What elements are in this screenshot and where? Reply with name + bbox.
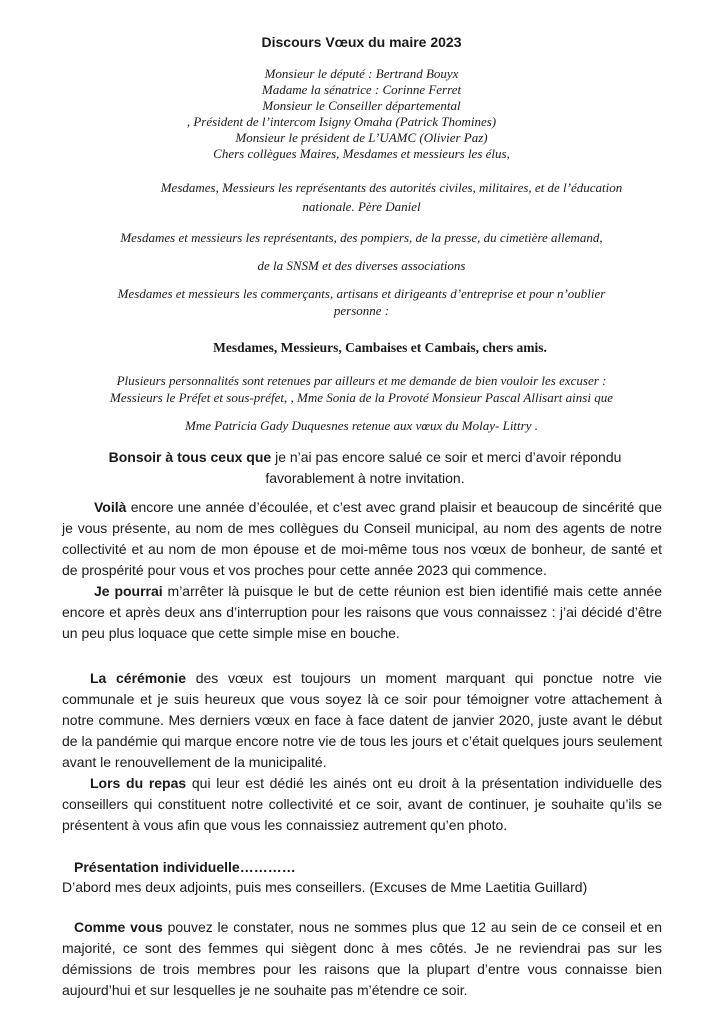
address-line: Chers collègues Maires, Mesdames et messieurs les élus, <box>213 146 510 161</box>
paragraph-lead: Voilà <box>94 499 127 515</box>
address-line: Madame la sénatrice : Corinne Ferret <box>261 82 462 97</box>
excuses-line: Plusieurs personnalités sont retenues par ailleurs et me demande de bien vouloir les excuser : <box>116 373 607 388</box>
address-line: , Président de l’intercom Isigny Omaha (Patrick Thomines) <box>186 114 497 129</box>
address-line: Mesdames, Messieurs les représentants des autorités civiles, militaires, et de l’éducation <box>160 180 623 195</box>
paragraph-bonsoir <box>95 447 635 489</box>
presentation-text: D’abord mes deux adjoints, puis mes conseillers. (Excuses de Mme Laetitia Guillard) <box>62 879 588 895</box>
paragraph-text: des vœux est toujours un moment marquant qui ponctue notre vie communale et je suis heureux que vous soyez là ce soir pour témoigner votre attachement à notre commune. Mes derniers vœux en face à face datent de janvier 2020, juste avant le début de la pandémie qui marque encore notre vie de tous les jours et c’était quelques jours seulement avant le renouvellement de la municipalité. <box>62 670 662 770</box>
paragraph-text: pouvez le constater, nous ne sommes plus que 12 au sein de ce conseil et en majorité, ce sont des femmes qui siègent donc à mes côtés. Je ne reviendrai pas sur les démissions de trois membres pour les raisons que la plupart d’entre vous connaisse bien aujourd’hui et sur lesquelles je ne souhaite pas m’étendre ce soir. <box>62 919 662 998</box>
paragraph-lead: La cérémonie <box>90 670 187 686</box>
paragraph-text: je n’ai pas encore salué ce soir et merci d’avoir répondu favorablement à notre invitation. <box>265 449 622 486</box>
paragraph-text: m’arrêter là puisque le but de cette réunion est bien identifié mais cette année encore et après deux ans d’interruption pour les raisons que vous connaissez : j’ai décidé d’être un peu plus loquace que cette simple mise en bouche. <box>62 583 662 641</box>
greeting: Mesdames, Messieurs, Cambaises et Cambais, chers amis. <box>213 340 547 355</box>
address-line: de la SNSM et des diverses associations <box>257 258 466 273</box>
paragraph-ceremonie <box>62 668 662 773</box>
paragraph-repas <box>62 773 662 836</box>
address-line: nationale. Père Daniel <box>302 199 421 214</box>
paragraph-lead: Je pourrai <box>94 583 163 599</box>
document-title: Discours Vœux du maire 2023 <box>261 34 462 50</box>
paragraph-lead: Lors du repas <box>90 775 187 791</box>
address-line: Monsieur le député : Bertrand Bouyx <box>264 66 459 81</box>
excuses-line: Messieurs le Préfet et sous-préfet, , Mme Sonia de la Provoté Monsieur Pascal Allisart ainsi que <box>110 390 613 405</box>
address-line: Monsieur le Conseiller départemental <box>262 98 461 113</box>
paragraph-lead: Comme vous <box>74 919 163 935</box>
address-line: Mesdames et messieurs les commerçants, artisans et dirigeants d’entreprise et pour n’oublier <box>117 286 606 301</box>
paragraph-je-pourrai <box>62 581 662 644</box>
address-line: personne : <box>333 303 390 318</box>
paragraph-comme-vous <box>62 917 662 1001</box>
paragraph-text: qui leur est dédié les ainés ont eu droit à la présentation individuelle des conseillers qui constituent notre collectivité et ce soir, avant de continuer, je souhaite qu’ils se présentent à vous afin que vous les connaissiez autrement qu’en photo. <box>62 775 662 833</box>
paragraph-voila <box>62 497 662 581</box>
address-line: Monsieur le président de L’UAMC (Olivier Paz) <box>235 130 488 145</box>
presentation-heading: Présentation individuelle………… <box>74 859 296 875</box>
paragraph-lead: Bonsoir à tous ceux que <box>108 449 272 465</box>
excuses-line: Mme Patricia Gady Duquesnes retenue aux vœux du Molay- Littry . <box>185 418 538 433</box>
paragraph-text: encore une année d’écoulée, et c’est avec grand plaisir et beaucoup de sincérité que je vous présente, au nom de mes collègues du Conseil municipal, au nom des agents de notre collectivité et au nom de mon épouse et de moi-même tous nos vœux de bonheur, de santé et de prospérité pour vous et vos proches pour cette année 2023 qui commence. <box>62 499 662 578</box>
address-line: Mesdames et messieurs les représentants, des pompiers, de la presse, du cimetière allemand, <box>120 230 603 245</box>
